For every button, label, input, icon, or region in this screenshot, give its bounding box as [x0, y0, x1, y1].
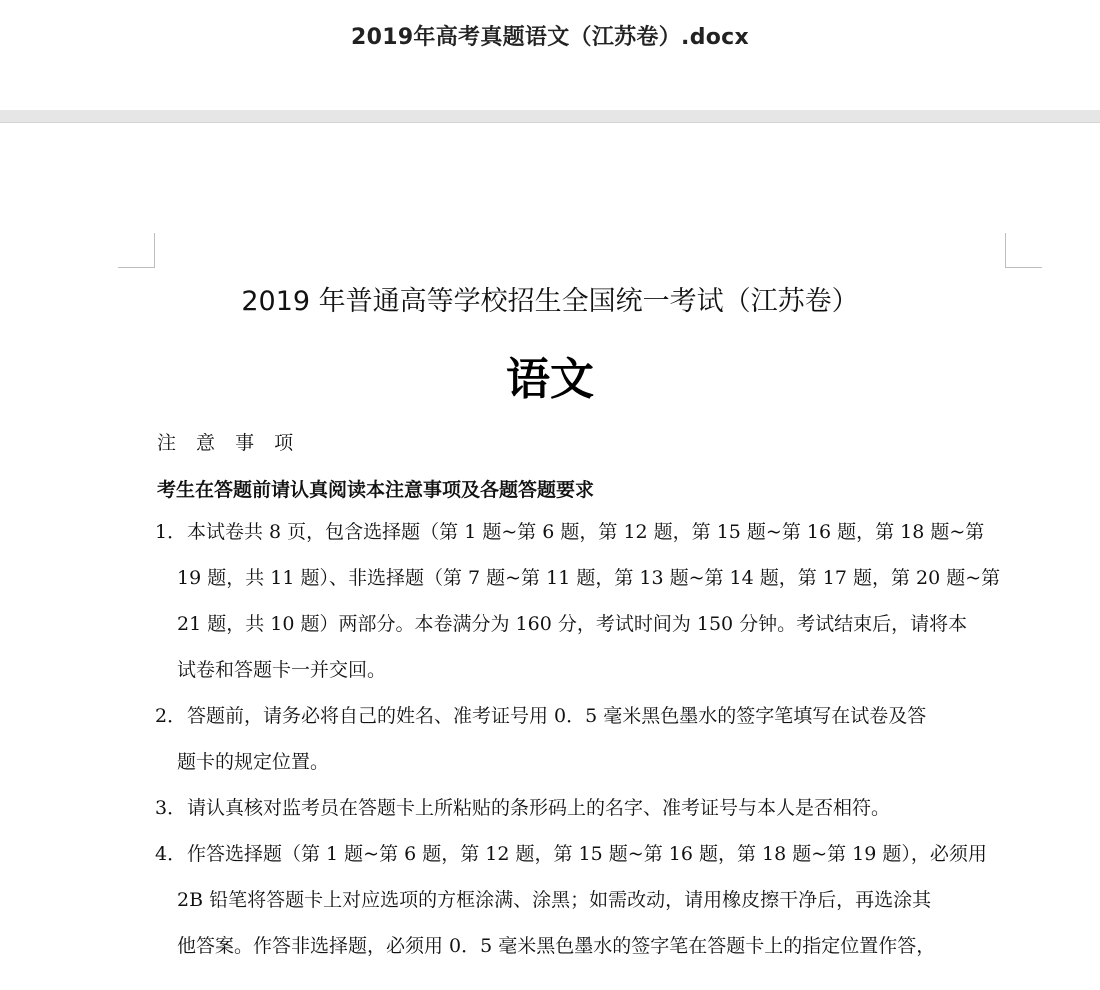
- subject-heading: 语文: [506, 354, 594, 405]
- notice-heading: 注 意 事 项: [157, 432, 301, 454]
- item-line: 答题前，请务必将自己的姓名、准考证号用 0．5 毫米黑色墨水的签字笔填写在试卷及答: [187, 705, 927, 727]
- item-line: 题卡的规定位置。: [177, 751, 330, 773]
- item-number: 3．: [155, 797, 187, 819]
- toolbar-separator: [0, 110, 1100, 123]
- notice-item-1: [155, 509, 1010, 693]
- item-line: 作答选择题（第 1 题~第 6 题，第 12 题，第 15 题~第 16 题，第 18 题~第 19 题），必须用: [187, 843, 987, 865]
- item-number: 4．: [155, 843, 187, 865]
- item-line: 19 题，共 11 题）、非选择题（第 7 题~第 11 题，第 13 题~第 14 题，第 17 题，第 20 题~第: [177, 567, 1001, 589]
- item-number: 1．: [155, 521, 187, 543]
- notice-list: [155, 509, 1010, 969]
- file-title: 2019年高考真题语文（江苏卷）.docx: [351, 25, 749, 50]
- notice-item-4: [155, 831, 1010, 969]
- item-line: 试卷和答题卡一并交回。: [177, 659, 387, 681]
- item-line: 请认真核对监考员在答题卡上所粘贴的条形码上的名字、准考证号与本人是否相符。: [187, 797, 891, 819]
- crop-mark-top-left: [118, 233, 155, 268]
- notice-item-2: [155, 693, 1010, 785]
- item-number: 2．: [155, 705, 187, 727]
- title-bar: [0, 0, 1100, 110]
- notice-item-3: [155, 785, 1010, 831]
- exam-title: 2019 年普通高等学校招生全国统一考试（江苏卷）: [241, 286, 859, 317]
- item-line: 2B 铅笔将答题卡上对应选项的方框涂满、涂黑；如需改动，请用橡皮擦干净后，再选涂其: [177, 889, 932, 911]
- crop-mark-top-right: [1005, 233, 1042, 268]
- notice-intro: 考生在答题前请认真阅读本注意事项及各题答题要求: [157, 479, 595, 501]
- item-line: 本试卷共 8 页，包含选择题（第 1 题~第 6 题，第 12 题，第 15 题~第 16 题，第 18 题~第: [187, 521, 985, 543]
- item-line: 21 题，共 10 题）两部分。本卷满分为 160 分，考试时间为 150 分钟。考试结束后，请将本: [177, 613, 968, 635]
- item-line: 他答案。作答非选择题，必须用 0．5 毫米黑色墨水的签字笔在答题卡上的指定位置作答，: [177, 935, 936, 957]
- document-page[interactable]: [0, 123, 1100, 990]
